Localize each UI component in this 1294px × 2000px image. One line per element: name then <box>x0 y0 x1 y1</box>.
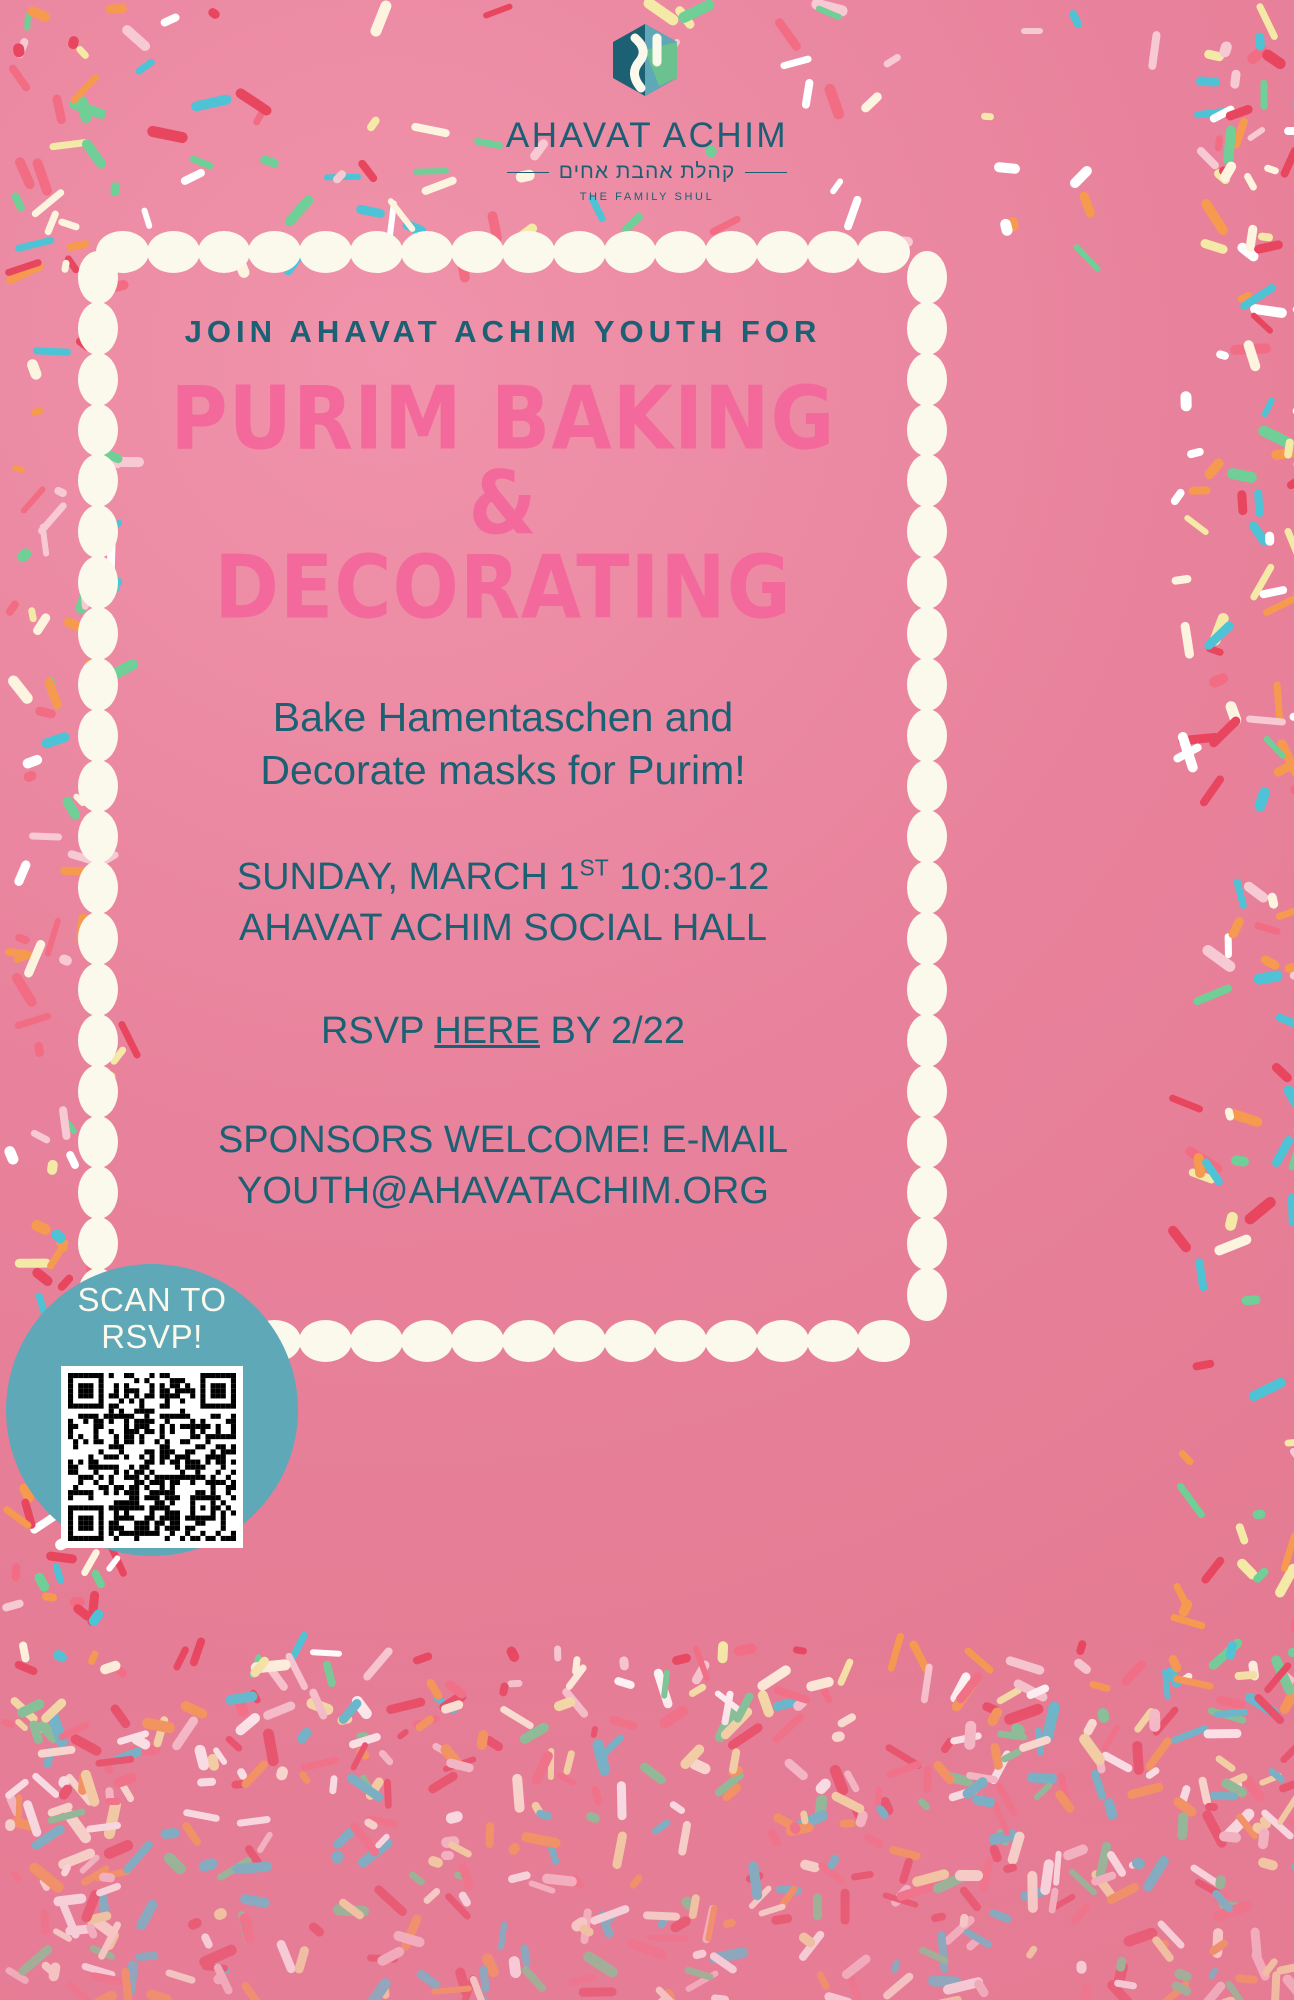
rsvp-line <box>149 1010 857 1053</box>
event-date-ordinal: ST <box>579 853 609 880</box>
qr-code-icon[interactable] <box>61 1366 243 1548</box>
logo-rule-left <box>507 172 549 173</box>
scallop-bump <box>907 251 947 304</box>
scallop-bump <box>907 556 947 609</box>
card-content <box>97 252 909 1320</box>
scallop-bump <box>907 861 947 914</box>
rsvp-here-link[interactable]: HERE <box>434 1010 540 1053</box>
sponsors-info <box>149 1115 857 1218</box>
scallop-bump <box>451 1320 504 1362</box>
flyer-headline-line2: DECORATING <box>214 538 792 640</box>
logo-tagline: THE FAMILY SHUL <box>579 191 715 203</box>
scan-to-rsvp-badge[interactable] <box>6 1264 298 1556</box>
qr-badge-label <box>78 1282 227 1356</box>
rsvp-deadline: BY 2/22 <box>539 1010 686 1053</box>
scallop-bump <box>553 1320 606 1362</box>
flyer-subheading-line2: Decorate masks for Purim! <box>260 747 746 794</box>
scallop-bump <box>907 1065 947 1118</box>
scallop-bump <box>857 1320 910 1362</box>
scallop-bump <box>299 1320 352 1362</box>
flyer-card <box>97 252 909 1320</box>
scallop-bump <box>907 1268 947 1321</box>
scallop-bump <box>654 1320 707 1362</box>
sponsors-email: YOUTH@AHAVATACHIM.ORG <box>237 1170 769 1213</box>
scallop-bump <box>907 353 947 406</box>
scallop-bump <box>907 1166 947 1219</box>
qr-badge-label-line1: SCAN TO <box>77 1281 227 1318</box>
scallop-bump <box>907 505 947 558</box>
scallop-bump <box>907 1014 947 1067</box>
scallop-bump <box>907 963 947 1016</box>
organization-logo <box>0 20 1294 203</box>
scallop-bump <box>350 1320 403 1362</box>
event-time: 10:30-12 <box>608 855 770 898</box>
scallop-bump <box>907 302 947 355</box>
scallop-bump <box>907 607 947 660</box>
sprinkle-pile-bottom <box>0 1640 1294 2000</box>
event-details <box>149 852 857 955</box>
scallop-bump <box>907 1217 947 1270</box>
flyer-subheading-line1: Bake Hamentaschen and <box>272 693 734 740</box>
event-location: AHAVAT ACHIM SOCIAL HALL <box>239 906 767 949</box>
scallop-bump <box>502 1320 555 1362</box>
scallop-bump <box>401 1320 454 1362</box>
scallop-bump <box>907 404 947 457</box>
event-date-prefix: SUNDAY, MARCH 1 <box>236 855 580 898</box>
scallop-bump <box>756 1320 809 1362</box>
flyer-subheading <box>149 691 857 798</box>
scallop-bump <box>907 760 947 813</box>
qr-badge-label-line2: RSVP! <box>101 1317 203 1355</box>
scallop-bump <box>907 810 947 863</box>
flyer-kicker: JOIN AHAVAT ACHIM YOUTH FOR <box>184 314 822 349</box>
rsvp-prefix: RSVP <box>320 1010 435 1053</box>
scallop-bump <box>907 709 947 762</box>
scallop-bump <box>907 454 947 507</box>
event-date-time <box>149 852 857 903</box>
flyer-headline <box>149 369 857 640</box>
scallop-bump <box>604 1320 657 1362</box>
scallop-bump <box>705 1320 758 1362</box>
scallop-bump <box>907 1116 947 1169</box>
sponsors-line1: SPONSORS WELCOME! E-MAIL <box>217 1119 789 1162</box>
logo-hebrew-text: קהלת אהבת אחים <box>558 160 736 183</box>
ahavat-achim-logo-icon <box>599 20 695 108</box>
logo-wordmark: AHAVAT ACHIM <box>505 116 789 155</box>
flyer-headline-line1: PURIM BAKING & <box>170 369 836 555</box>
scallop-bump <box>807 1320 860 1362</box>
logo-hebrew-name <box>0 160 1294 184</box>
logo-rule-right <box>745 172 787 173</box>
scallop-bump <box>907 658 947 711</box>
scallop-bump <box>907 912 947 965</box>
